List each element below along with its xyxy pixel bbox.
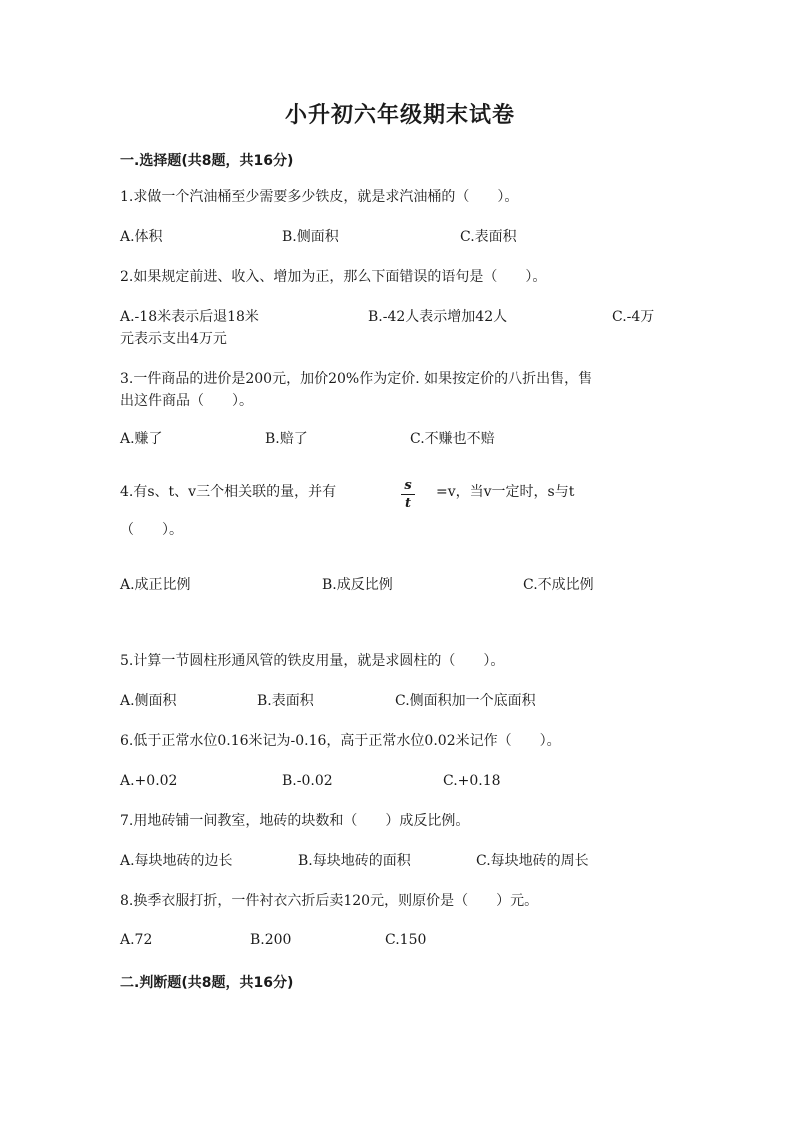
q1-option-c: C.表面积	[460, 229, 517, 245]
section-heading-judgment: 二.判断题(共8题，共16分)	[120, 975, 294, 991]
q6-option-a: A.+0.02	[120, 773, 178, 789]
q7-option-b: B.每块地砖的面积	[298, 853, 411, 869]
q5-option-a: A.侧面积	[120, 693, 177, 709]
q5-option-b: B.表面积	[257, 693, 314, 709]
fraction-s-over-t	[398, 478, 418, 511]
question-3-line-2: 出这件商品（ ）。	[120, 393, 253, 409]
q2-option-c-continued: 元表示支出4万元	[120, 331, 227, 347]
question-4-part-2: =v，当v一定时，s与t	[436, 484, 575, 500]
q3-option-c: C.不赚也不赔	[410, 431, 495, 447]
q7-option-a: A.每块地砖的边长	[120, 853, 233, 869]
section-heading-choice: 一.选择题(共8题，共16分)	[120, 153, 294, 169]
question-5: 5.计算一节圆柱形通风管的铁皮用量，就是求圆柱的（ ）。	[120, 653, 505, 669]
question-4-line-2: （ ）。	[120, 522, 183, 538]
q4-option-a: A.成正比例	[120, 577, 191, 593]
question-2: 2.如果规定前进、收入、增加为正，那么下面错误的语句是（ ）。	[120, 269, 547, 285]
question-4-part-1: 4.有s、t、v三个相关联的量，并有	[120, 484, 337, 500]
q3-option-a: A.赚了	[120, 431, 163, 447]
q2-option-b: B.-42人表示增加42人	[368, 309, 508, 325]
q4-option-b: B.成反比例	[322, 577, 393, 593]
fraction-bar	[401, 494, 415, 495]
q1-option-a: A.体积	[120, 229, 163, 245]
q3-option-b: B.赔了	[265, 431, 308, 447]
q6-option-b: B.-0.02	[282, 773, 333, 789]
question-7: 7.用地砖铺一间教室，地砖的块数和（ ）成反比例。	[120, 813, 470, 829]
question-1: 1.求做一个汽油桶至少需要多少铁皮，就是求汽油桶的（ ）。	[120, 189, 519, 205]
q7-option-c: C.每块地砖的周长	[476, 853, 589, 869]
q8-option-c: C.150	[385, 932, 427, 948]
page-title: 小升初六年级期末试卷	[284, 102, 515, 128]
q5-option-c: C.侧面积加一个底面积	[395, 693, 536, 709]
fraction-denominator: t	[404, 496, 411, 511]
q2-option-a: A.-18米表示后退18米	[120, 309, 259, 325]
question-8: 8.换季衣服打折，一件衬衣六折后卖120元，则原价是（ ）元。	[120, 893, 539, 909]
q8-option-a: A.72	[120, 932, 153, 948]
q2-option-c: C.-4万	[612, 309, 655, 325]
q4-option-c: C.不成比例	[523, 577, 594, 593]
q1-option-b: B.侧面积	[282, 229, 339, 245]
question-3-line-1: 3.一件商品的进价是200元，加价20%作为定价. 如果按定价的八折出售，售	[120, 371, 593, 387]
q6-option-c: C.+0.18	[443, 773, 501, 789]
fraction-numerator: s	[404, 478, 412, 493]
question-6: 6.低于正常水位0.16米记为-0.16，高于正常水位0.02米记作（ ）。	[120, 733, 561, 749]
q8-option-b: B.200	[250, 932, 292, 948]
